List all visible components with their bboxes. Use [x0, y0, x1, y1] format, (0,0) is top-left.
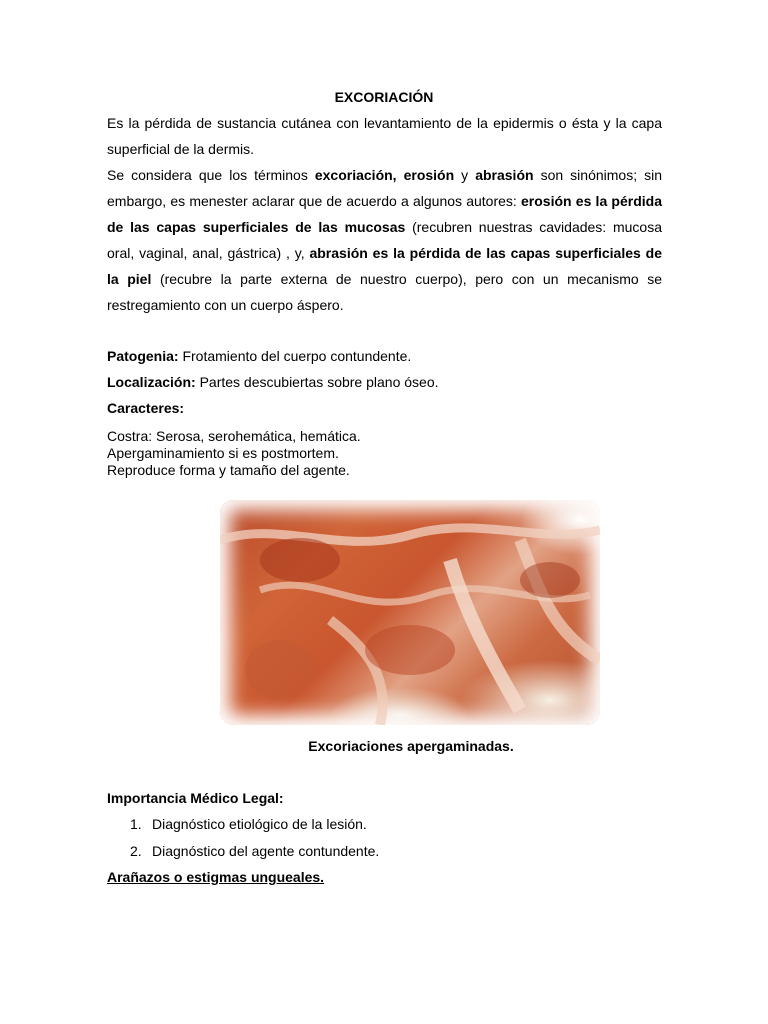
erosion-definition: erosión es la pérdida de las capas superficiales de las mucosas	[107, 193, 662, 235]
synonyms-bold-1: excoriación, erosión	[314, 167, 455, 183]
list-text: Diagnóstico etiológico de la lesión.	[152, 816, 367, 832]
patogenia-text: Frotamiento del cuerpo contundente.	[178, 348, 412, 364]
caracteres-line-1: Costra: Serosa, serohemática, hemática.	[107, 428, 361, 444]
caracteres-line-2: Apergaminamiento si es postmortem.	[107, 445, 339, 461]
caracteres-label: Caracteres:	[107, 400, 185, 416]
importancia-item-1	[130, 816, 367, 833]
synonyms-text-1: Se considera que los términos	[107, 167, 315, 183]
synonyms-text-5: (recubre la parte externa de nuestro cuerpo), pero con un mecanismo se restregamiento con un cuerpo áspero.	[107, 271, 663, 313]
localizacion-line	[107, 374, 439, 391]
synonyms-text-4: (recubren nuestras cavidades: mucosa oral, vaginal, anal, gástrica) , y,	[107, 219, 662, 261]
patogenia-label: Patogenia:	[107, 348, 179, 364]
synonyms-paragraph	[107, 162, 662, 318]
photo-caption: Excoriaciones apergaminadas.	[308, 738, 514, 754]
excoriation-photo	[220, 500, 600, 725]
abrasion-definition: abrasión es la pérdida de las capas superficiales de la piel	[107, 245, 662, 287]
list-text: Diagnóstico del agente contundente.	[152, 843, 380, 859]
synonyms-text-3: son sinónimos; sin embargo, es menester aclarar que de acuerdo a algunos autores:	[107, 167, 663, 209]
localizacion-text: Partes descubiertas sobre plano óseo.	[195, 374, 439, 390]
localizacion-label: Localización:	[107, 374, 196, 390]
definition-paragraph: Es la pérdida de sustancia cutánea con levantamiento de la epidermis o ésta y la capa superficial de la dermis.	[107, 115, 662, 157]
next-section-heading: Arañazos o estigmas ungueales.	[107, 869, 325, 885]
list-number: 2.	[130, 843, 142, 859]
synonyms-bold-2: abrasión	[475, 167, 534, 183]
caracteres-line-3: Reproduce forma y tamaño del agente.	[107, 462, 350, 478]
importancia-item-2	[130, 843, 379, 860]
page-title: EXCORIACIÓN	[334, 89, 434, 105]
importancia-label: Importancia Médico Legal:	[107, 790, 284, 806]
patogenia-line	[107, 348, 411, 365]
synonyms-text-2: y	[454, 167, 476, 183]
skin-texture-illustration	[220, 500, 600, 725]
list-number: 1.	[130, 816, 142, 832]
